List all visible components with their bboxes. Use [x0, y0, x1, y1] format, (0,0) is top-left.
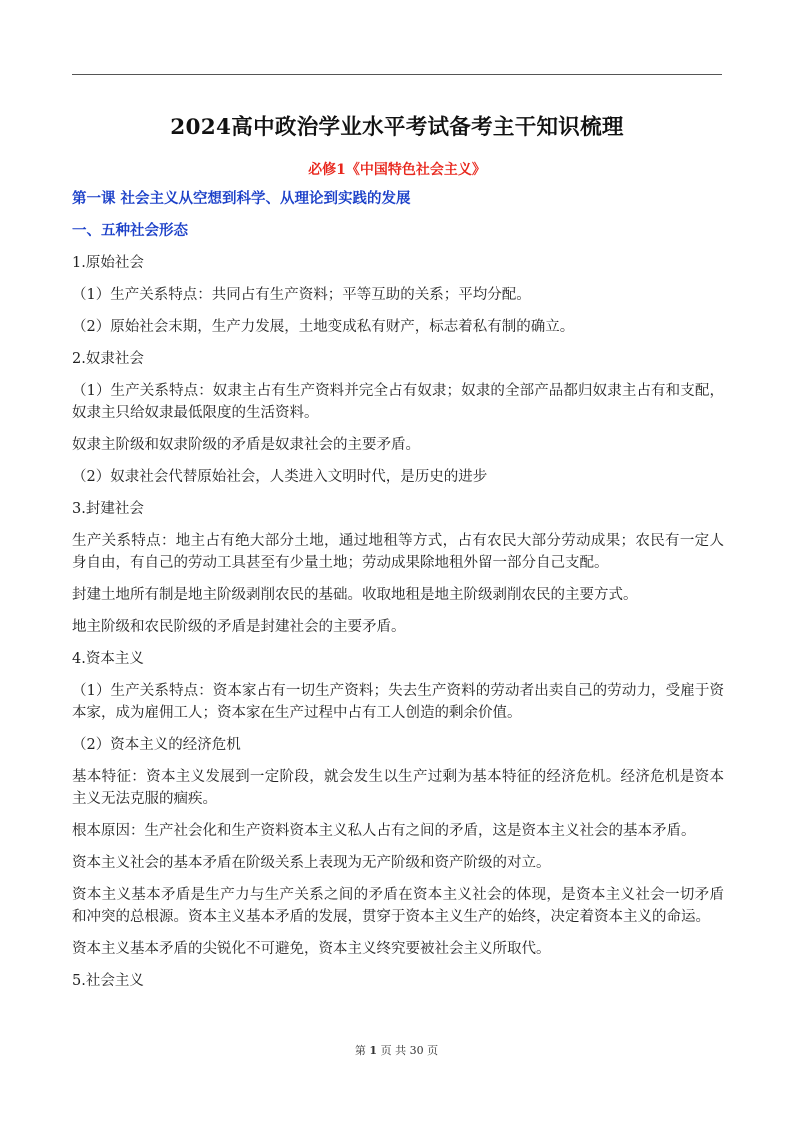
paragraph: 1.原始社会	[72, 255, 144, 271]
paragraph: （1）生产关系特点：奴隶主占有生产资料并完全占有奴隶；奴隶的全部产品都归奴隶主占有和支配，奴隶主只给奴隶最低限度的生活资料。	[72, 383, 724, 421]
footer-prefix: 第	[354, 1044, 366, 1057]
paragraph: （1）生产关系特点：共同占有生产资料；平等互助的关系；平均分配。	[72, 287, 531, 303]
paragraph: （2）资本主义的经济危机	[72, 737, 241, 753]
footer-suffix: 页	[427, 1044, 439, 1057]
lesson-heading: 第一课 社会主义从空想到科学、从理论到实践的发展	[72, 190, 411, 207]
footer-total-pages: 30	[409, 1044, 424, 1057]
page-title: 2024高中政治学业水平考试备考主干知识梳理	[170, 115, 624, 140]
paragraph: 2.奴隶社会	[72, 351, 144, 367]
paragraph: 基本特征：资本主义发展到一定阶段，就会发生以生产过剩为基本特征的经济危机。经济危机是资本主义无法克服的痼疾。	[72, 769, 724, 807]
paragraph: （2）原始社会末期，生产力发展，土地变成私有财产，标志着私有制的确立。	[72, 319, 575, 335]
section-heading: 一、五种社会形态	[72, 222, 188, 239]
paragraph: （2）奴隶社会代替原始社会，人类进入文明时代，是历史的进步	[72, 469, 488, 485]
paragraph: 资本主义基本矛盾的尖锐化不可避免，资本主义终究要被社会主义所取代。	[72, 941, 551, 957]
paragraph: （1）生产关系特点：资本家占有一切生产资料；失去生产资料的劳动者出卖自己的劳动力，受雇于资本家，成为雇佣工人；资本家在生产过程中占有工人创造的剩余价值。	[72, 683, 724, 721]
paragraph: 生产关系特点：地主占有绝大部分土地，通过地租等方式，占有农民大部分劳动成果；农民有一定人身自由，有自己的劳动工具甚至有少量土地；劳动成果除地租外留一部分自己支配。	[72, 533, 724, 571]
paragraph: 地主阶级和农民阶级的矛盾是封建社会的主要矛盾。	[72, 619, 406, 635]
paragraph: 5.社会主义	[72, 973, 144, 989]
paragraph: 资本主义基本矛盾是生产力与生产关系之间的矛盾在资本主义社会的体现，是资本主义社会一切矛盾和冲突的总根源。资本主义基本矛盾的发展，贯穿于资本主义生产的始终，决定着资本主义的命运。	[72, 887, 724, 925]
paragraph: 奴隶主阶级和奴隶阶级的矛盾是奴隶社会的主要矛盾。	[72, 437, 420, 453]
paragraph: 4.资本主义	[72, 651, 144, 667]
header-rule	[72, 74, 722, 75]
footer-page-number: 1	[369, 1044, 378, 1057]
paragraph: 资本主义社会的基本矛盾在阶级关系上表现为无产阶级和资产阶级的对立。	[72, 855, 551, 871]
page-footer	[0, 1043, 793, 1059]
paragraph: 3.封建社会	[72, 501, 144, 517]
page-subtitle: 必修1《中国特色社会主义》	[308, 162, 486, 178]
document-body	[72, 188, 724, 1002]
paragraph: 封建土地所有制是地主阶级剥削农民的基础。收取地租是地主阶级剥削农民的主要方式。	[72, 587, 638, 603]
footer-middle: 页 共	[380, 1044, 407, 1057]
paragraph: 根本原因：生产社会化和生产资料资本主义私人占有之间的矛盾，这是资本主义社会的基本矛盾。	[72, 823, 696, 839]
